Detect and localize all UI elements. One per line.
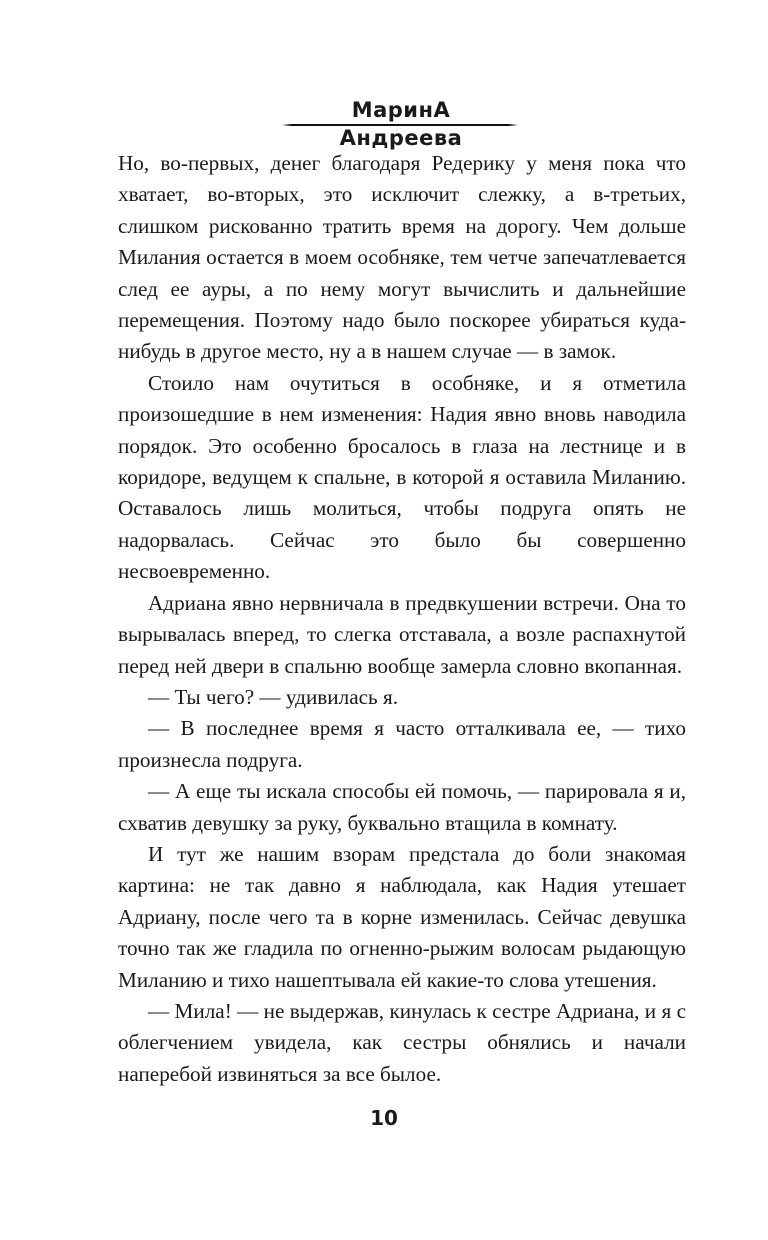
paragraph: И тут же нашим взорам предстала до боли знакомая картина: не так давно я наблюдала, как Надия утешает Адриану, после чего та в корне изменилась. Сейчас девушка точно так же гладила по огненно-рыжим волосам рыдающую Миланию и тихо нашептывала ей какие-то слова утешения. [118, 841, 686, 992]
author-name: МаринА Андреева [339, 98, 463, 150]
running-header [290, 96, 512, 152]
paragraph: Но, во-первых, денег благодаря Редерику у меня пока что хватает, во-вторых, это исключит слежку, а в-третьих, слишком рискованно тратить время на дорогу. Чем дольше Милания остается в моем особняке, тем четче запечатлевается след ее ауры, а по нему могут вычислить и дальнейшие перемещения. Поэтому надо было поскорее убираться куда-нибудь в другое место, ну а в нашем случае — в замок. [118, 151, 686, 364]
body-text [118, 148, 686, 1090]
paragraph: Стоило нам очутиться в особняке, и я отметила произошедшие в нем изменения: Надия явно вновь наводила порядок. Это особенно бросалось в глаза на лестнице и в коридоре, ведущем к спальне, в которой я оставила Миланию. Оставалось лишь молиться, чтобы подруга опять не надорвалась. Сейчас это было бы совершенно несвоевременно. [118, 370, 686, 584]
header-underline [282, 124, 518, 126]
paragraph: Адриана явно нервничала в предвкушении встречи. Она то вырывалась вперед, то слегка отставала, а возле распахнутой перед ней двери в спальню вообще замерла словно вкопанная. [118, 590, 686, 678]
paragraph: — Ты чего? — удивилась я. [148, 684, 399, 709]
paragraph: — В последнее время я часто отталкивала ее, — тихо произнесла подруга. [118, 716, 686, 772]
paragraph: — А еще ты искала способы ей помочь, — парировала я и, схватив девушку за руку, буквально втащила в комнату. [118, 779, 686, 835]
paragraph: — Мила! — не выдержав, кинулась к сестре Адриана, и я с облегчением увидела, как сестры обнялись и начали наперебой извиняться за все былое. [118, 998, 686, 1086]
page-number: 10 [370, 1106, 398, 1130]
